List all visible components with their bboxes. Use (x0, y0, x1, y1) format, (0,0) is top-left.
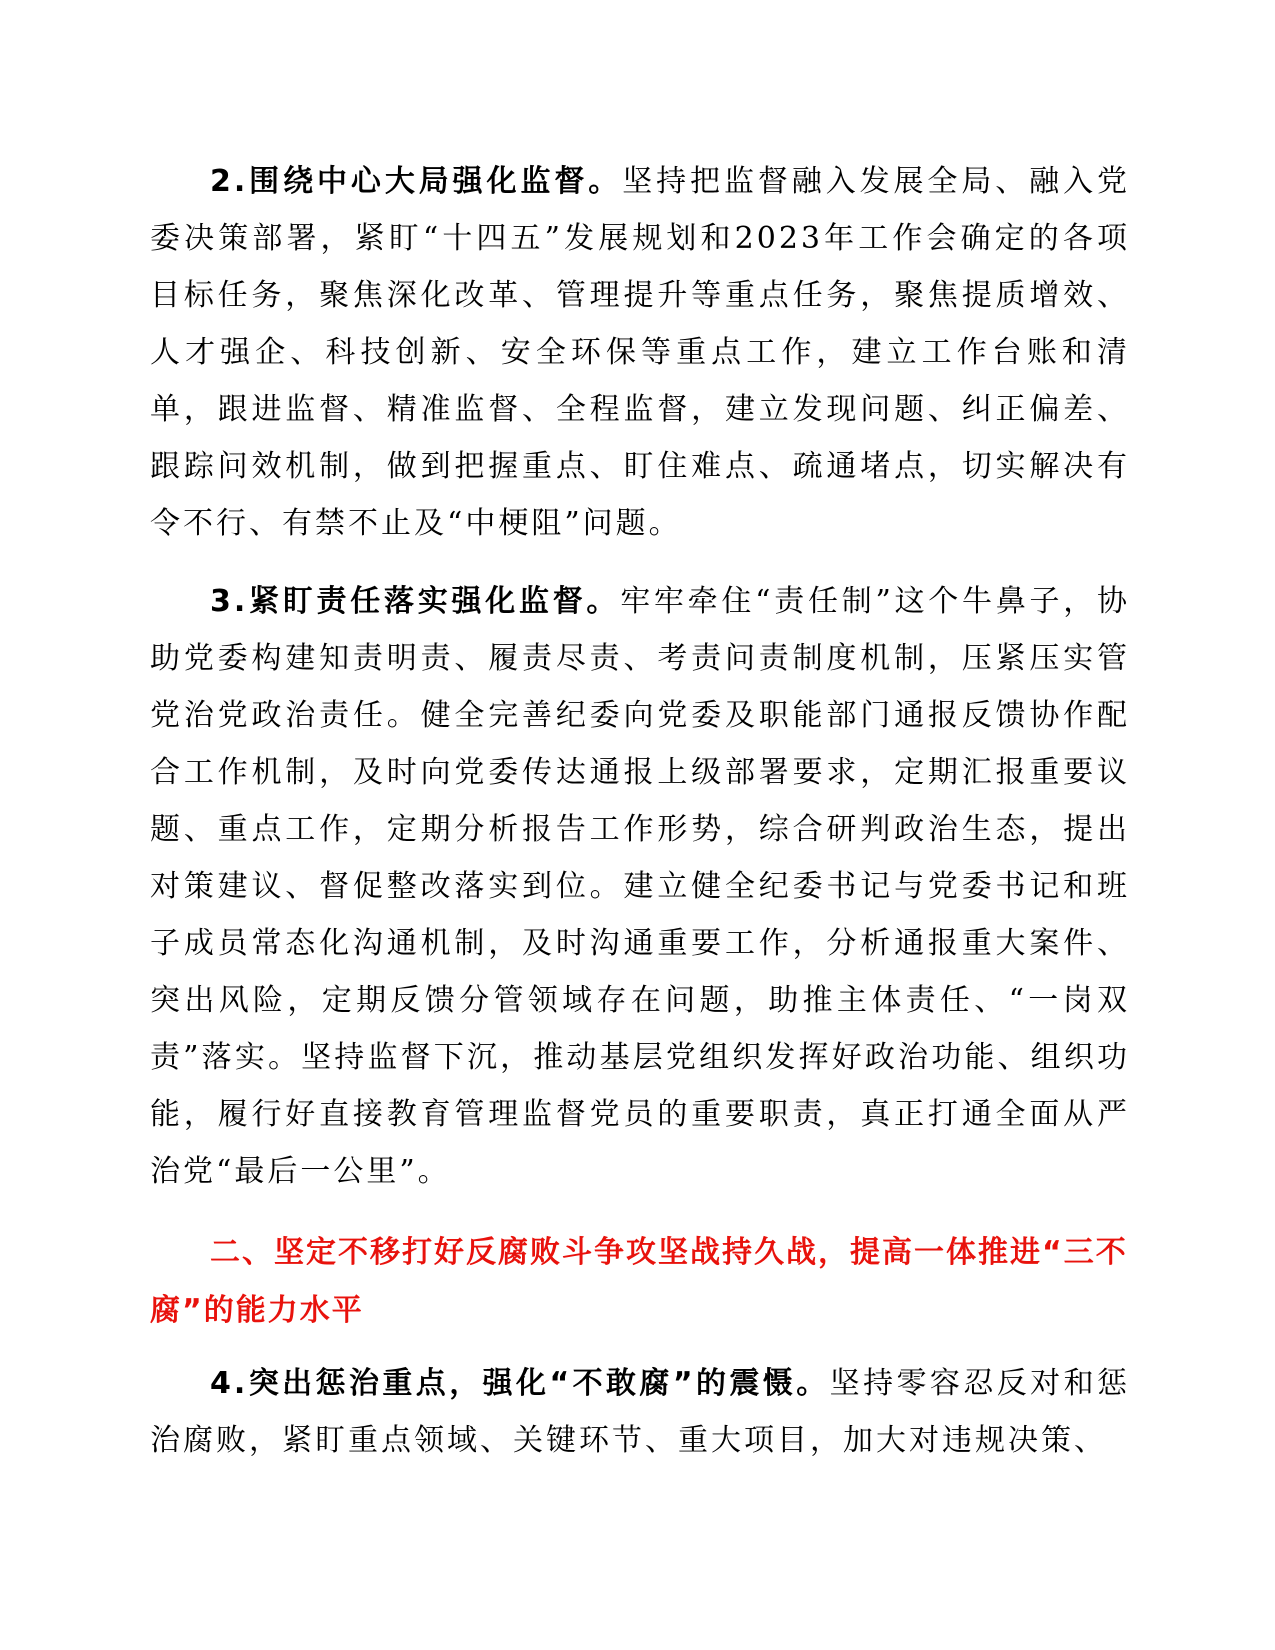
paragraph-body-text: 坚持零容忍反对和惩治腐败，紧盯重点领域、关键环节、重大项目，加大对违规决策、 (150, 1366, 1130, 1458)
paragraph-punishment (150, 1355, 1130, 1469)
paragraph-responsibility (150, 573, 1130, 1200)
paragraph-supervision-center (150, 153, 1130, 552)
paragraph-body-text: 坚持把监督融入发展全局、融入党委决策部署，紧盯“十四五”发展规划和2023年工作会确定的各项目标任务，聚焦深化改革、管理提升等重点任务，聚焦提质增效、人才强企、科技创新、安全环保等重点工作，建立工作台账和清单，跟进监督、精准监督、全程监督，建立发现问题、纠正偏差、跟踪问效机制，做到把握重点、盯住难点、疏通堵点，切实解决有令不行、有禁不止及“中梗阻”问题。 (150, 164, 1130, 541)
paragraph-lead-title: 2.围绕中心大局强化监督。 (210, 164, 623, 199)
paragraph-lead-title: 4.突出惩治重点，强化“不敢腐”的震慑。 (210, 1366, 830, 1401)
section-heading: 二、坚定不移打好反腐败斗争攻坚战持久战，提高一体推进“三不腐”的能力水平 (150, 1235, 1128, 1328)
paragraph-body-text: 牢牢牵住“责任制”这个牛鼻子，协助党委构建知责明责、履责尽责、考责问责制度机制，压紧压实管党治党政治责任。健全完善纪委向党委及职能部门通报反馈协作配合工作机制，及时向党委传达通报上级部署要求，定期汇报重要议题、重点工作，定期分析报告工作形势，综合研判政治生态，提出对策建议、督促整改落实到位。建立健全纪委书记与党委书记和班子成员常态化沟通机制，及时沟通重要工作，分析通报重大案件、突出风险，定期反馈分管领域存在问题，助推主体责任、“一岗双责”落实。坚持监督下沉，推动基层党组织发挥好政治功能、组织功能，履行好直接教育管理监督党员的重要职责，真正打通全面从严治党“最后一公里”。 (150, 584, 1130, 1189)
paragraph-lead-title: 3.紧盯责任落实强化监督。 (210, 584, 621, 619)
document-page (150, 153, 1130, 1469)
